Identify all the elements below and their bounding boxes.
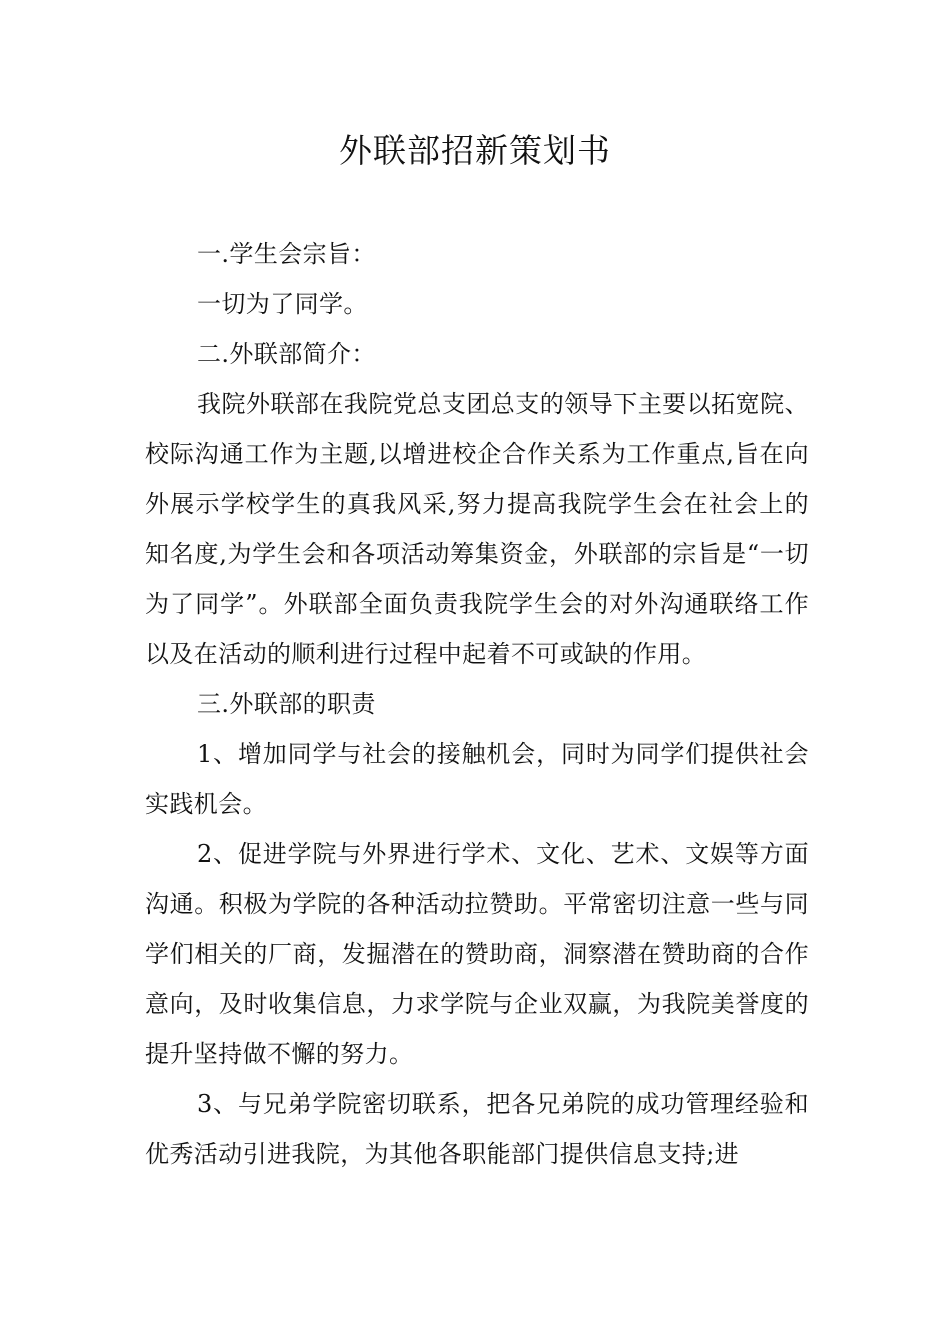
document-title: 外联部招新策划书 (339, 131, 611, 170)
duty-item-3: 3、与兄弟学院密切联系，把各兄弟院的成功管理经验和优秀活动引进我院，为其他各职能部门提供信息支持;进 (145, 1090, 809, 1168)
section-heading-duties: 三.外联部的职责 (197, 690, 376, 718)
document-body (145, 229, 809, 1179)
duty-item-1: 1、增加同学与社会的接触机会，同时为同学们提供社会实践机会。 (145, 740, 809, 818)
section-heading-introduction: 二.外联部简介： (197, 340, 376, 368)
introduction-text: 我院外联部在我院党总支团总支的领导下主要以拓宽院、校际沟通工作为主题,以增进校企合作关系为工作重点,旨在向外展示学校学生的真我风采,努力提高我院学生会在社会上的知名度,为学生会和各项活动筹集资金，外联部的宗旨是“一切为了同学”。外联部全面负责我院学生会的对外沟通联络工作以及在活动的顺利进行过程中起着不可或缺的作用。 (145, 390, 809, 668)
section-heading-purpose: 一.学生会宗旨： (197, 240, 376, 268)
purpose-text: 一切为了同学。 (197, 290, 368, 318)
duty-item-2: 2、促进学院与外界进行学术、文化、艺术、文娱等方面沟通。积极为学院的各种活动拉赞助。平常密切注意一些与同学们相关的厂商，发掘潜在的赞助商，洞察潜在赞助商的合作意向，及时收集信息，力求学院与企业双赢，为我院美誉度的提升坚持做不懈的努力。 (145, 840, 809, 1068)
